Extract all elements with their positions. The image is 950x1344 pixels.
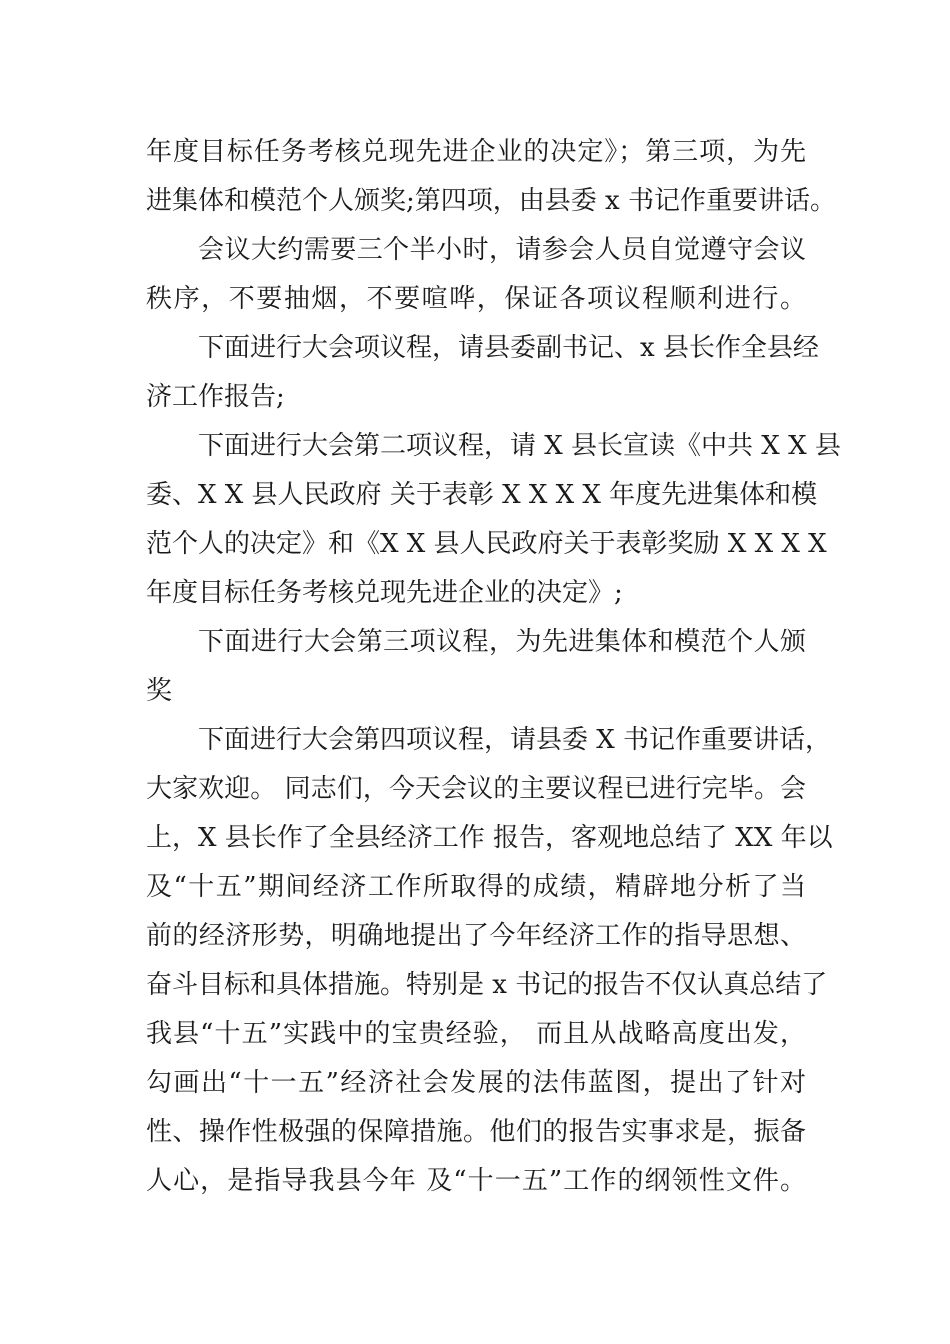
paragraph-line: 委、X X 县人民政府 关于表彰 X X X X 年度先进集体和模: [146, 480, 818, 510]
paragraph-line: 下面进行大会第三项议程，为先进集体和模范个人颁: [198, 627, 806, 657]
paragraph-6: [146, 716, 833, 1206]
paragraph-line: 下面进行大会第二项议程，请 X 县长宣读《中共 X X 县: [198, 431, 841, 461]
paragraph-1: [146, 128, 836, 226]
paragraph-line: 济工作报告;: [146, 382, 285, 412]
paragraph-line: 人心，是指导我县今年 及“十一五”工作的纲领性文件。: [146, 1166, 806, 1196]
paragraph-5: [146, 618, 806, 716]
document-body: [146, 128, 841, 1206]
paragraph-line: 年度目标任务考核兑现先进企业的决定》；第三项，为先: [146, 137, 806, 167]
paragraph-line: 秩序，不要抽烟，不要喧哗，保证各项议程顺利进行。: [146, 284, 806, 314]
paragraph-line: 范个人的决定》和《X X 县人民政府关于表彰奖励 X X X X: [146, 529, 827, 559]
paragraph-line: 大家欢迎。 同志们，今天会议的主要议程已进行完毕。会: [146, 774, 806, 804]
paragraph-line: 前的经济形势，明确地提出了今年经济工作的指导思想、: [146, 921, 806, 951]
paragraph-line: 进集体和模范个人颁奖;第四项，由县委 x 书记作重要讲话。: [146, 186, 836, 216]
paragraph-2: [146, 226, 806, 324]
paragraph-line: 下面进行大会项议程，请县委副书记、x 县长作全县经: [198, 333, 819, 363]
paragraph-line: 性、操作性极强的保障措施。他们的报告实事求是，振备: [146, 1117, 806, 1147]
paragraph-line: 会议大约需要三个半小时，请参会人员自觉遵守会议: [198, 235, 806, 265]
paragraph-line: 奖: [146, 676, 173, 706]
paragraph-line: 及“十五”期间经济工作所取得的成绩，精辟地分析了当: [146, 872, 806, 902]
paragraph-4: [146, 422, 841, 618]
paragraph-3: [146, 324, 819, 422]
paragraph-line: 年度目标任务考核兑现先进企业的决定》;: [146, 578, 623, 608]
paragraph-line: 我县“十五”实践中的宝贵经验， 而且从战略高度出发，: [146, 1019, 806, 1049]
paragraph-line: 奋斗目标和具体措施。特别是 x 书记的报告不仅认真总结了: [146, 970, 828, 1000]
paragraph-line: 下面进行大会第四项议程，请县委 X 书记作重要讲话，: [198, 725, 832, 755]
paragraph-line: 勾画出“十一五”经济社会发展的法伟蓝图，提出了针对: [146, 1068, 806, 1098]
paragraph-line: 上，X 县长作了全县经济工作 报告，客观地总结了 XX 年以: [146, 823, 833, 853]
